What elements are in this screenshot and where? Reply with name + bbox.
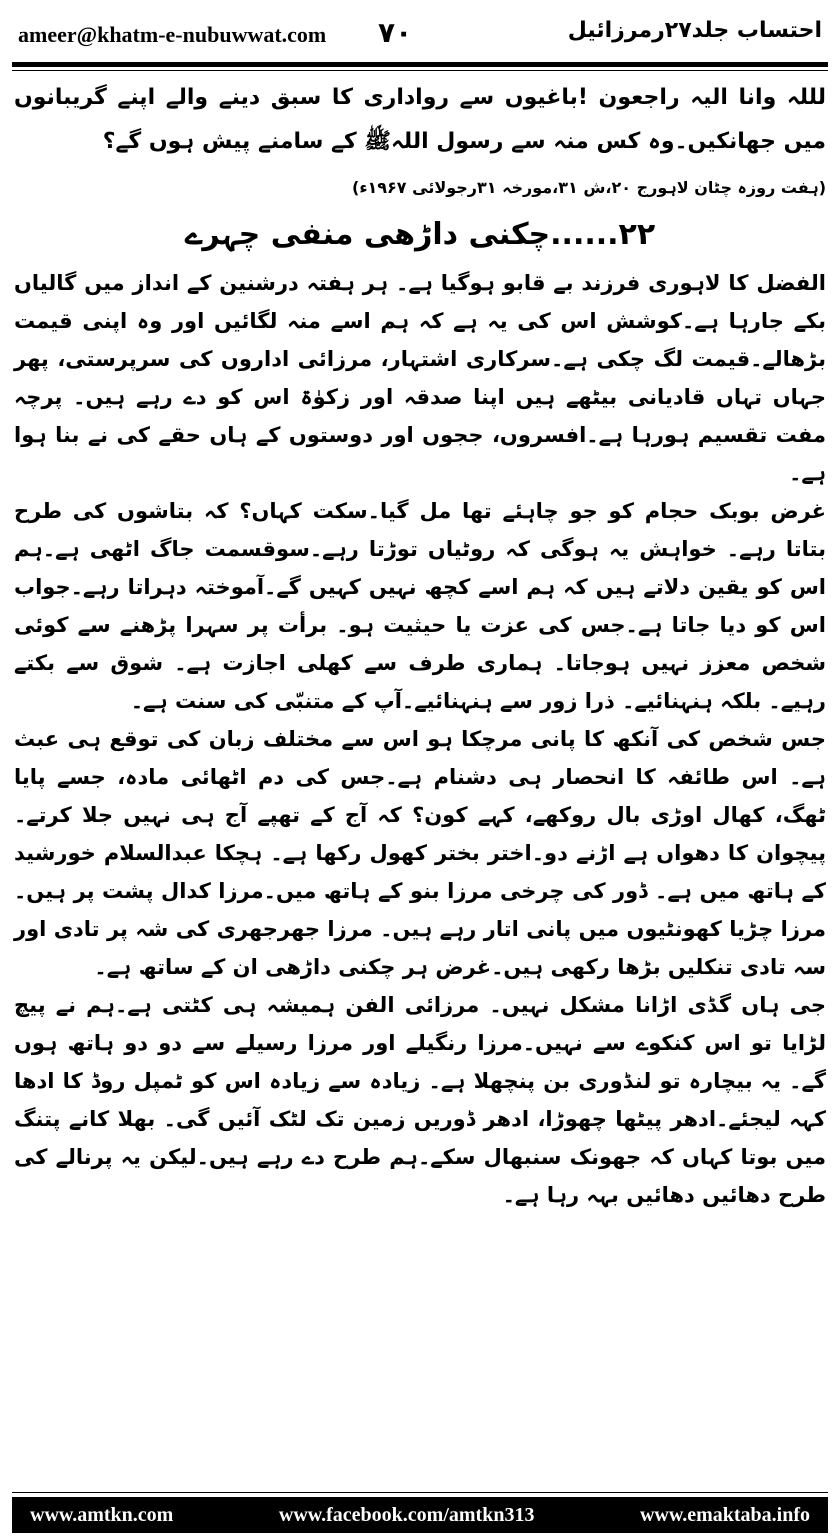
citation: (ہفت روزہ چٹان لاہورج ۲۰،ش ۳۱،مورخہ ۳۱رجولائی ۱۹۶۷ء) [352,178,826,197]
footer-divider [12,1492,828,1493]
page-content [14,76,826,1214]
page-header [18,14,822,58]
footer-link-facebook[interactable]: www.facebook.com/amtkn313 [278,1503,535,1526]
intro-paragraph: لللہ وانا الیہ راجعون !باغیوں سے رواداری کا سبق دینے والے اپنے گریبانوں میں جھانکیں۔وہ کس منہ سے رسول اللہﷺ کے سامنے پیش ہوں گے؟ [14,85,826,154]
book-title: احتساب جلد۲۷رمرزائیل [567,18,822,43]
footer-link-amtkn[interactable]: www.amtkn.com [30,1503,174,1526]
page-number: ۷۰ [378,16,413,49]
body-paragraph-2: غرض بوبک حجام کو جو چاہئے تھا مل گیا۔سکت کہاں؟ کہ بتاشوں کی طرح بتاتا رہے۔ خواہش یہ ہوگی کہ روٹیاں توڑتا رہے۔سوقسمت جاگ اٹھی ہے۔ہم اس کو یقین دلاتے ہیں کہ ہم اسے کچھ نہیں کہیں گے۔آموختہ دہراتا رہے۔جواب اس کو دیا جاتا ہے۔جس کی عزت یا حیثیت ہو۔ برأت پر سہرا پڑھنے سے کوئی شخص معزز نہیں ہوجاتا۔ ہماری طرف سے کھلی اجازت ہے۔ شوق سے بکتے رہیے۔ بلکہ ہنہنائیے۔ ذرا زور سے ہنہنائیے۔آپ کے متنبّی کی سنت ہے۔ [14,499,826,713]
header-divider-thin [12,70,828,71]
footer-link-emaktaba[interactable]: www.emaktaba.info [639,1503,810,1526]
body-paragraph-3: جس شخص کی آنکھ کا پانی مرچکا ہو اس سے مختلف زبان کی توقع ہی عبث ہے۔ اس طائفہ کا انحصار ہی دشنام ہے۔جس کی دم اٹھائی مادہ، جسے پایا ٹھگ، کھال اوڑی بال روکھے، کہے کون؟ کہ آج کے تھپے آج ہی نہیں جلا کرتے۔ پیچوان کا دھواں ہے اڑنے دو۔اختر بختر کھول رکھا ہے۔ ہچکا عبدالسلام خورشید کے ہاتھ میں ہے۔ ڈور کی چرخی مرزا بنو کے ہاتھ میں۔مرزا کدال پشت پر ہیں۔مرزا چڑیا کھونٹیوں میں پانی اتار رہے ہیں۔ مرزا جھرجھری کی شہ پر تادی اور سہ تادی تنکلیں بڑھا رکھی ہیں۔غرض ہر چکنی داڑھی ان کے ساتھ ہے۔ [14,727,826,979]
body-paragraph-4: جی ہاں گڈی اڑانا مشکل نہیں۔ مرزائی الفن ہمیشہ ہی کٹتی ہے۔ہم نے پیچ لڑایا تو اس کنکوے سے نہیں۔مرزا رنگیلے اور مرزا رسیلے سے دو دو ہاتھ ہوں گے۔ یہ بیچارہ تو لنڈوری بن پنچھلا ہے۔ زیادہ سے زیادہ اس کو ٹمپل روڈ کا ادھا کہہ لیجئے۔ادھر پیٹھا چھوڑا، ادھر ڈوریں زمین تک لٹک آئیں گی۔ بھلا کانے پتنگ میں بوتا کہاں کہ جھونک سنبھال سکے۔ہم طرح دے رہے ہیں۔لیکن یہ پرنالے کی طرح دھائیں دھائیں بہہ رہا ہے۔ [14,993,826,1207]
header-divider-thick [12,62,828,67]
body-paragraph-1: الفضل کا لاہوری فرزند بے قابو ہوگیا ہے۔ ہر ہفتہ درشنین کے انداز میں گالیاں بکے جارہا ہے۔کوشش اس کی یہ ہے کہ ہم اسے منہ لگائیں اور وہ اپنی قیمت بڑھالے۔قیمت لگ چکی ہے۔سرکاری اشتہار، مرزائی اداروں کی سرپرستی، پھر جہاں تہاں قادیانی بیٹھے ہیں اپنا صدقہ اور زکوٰۃ اس کو دے رہے ہیں۔ پرچہ مفت تقسیم ہورہا ہے۔افسروں، ججوں اور دوستوں کے ہاں حقے کی نے بنا ہوا ہے۔ [14,271,826,485]
header-email[interactable]: ameer@khatm-e-nubuwwat.com [18,22,327,47]
chapter-heading: ۲۲......چکنی داڑھی منفی چہرے [184,217,656,252]
footer-bar [12,1497,828,1533]
